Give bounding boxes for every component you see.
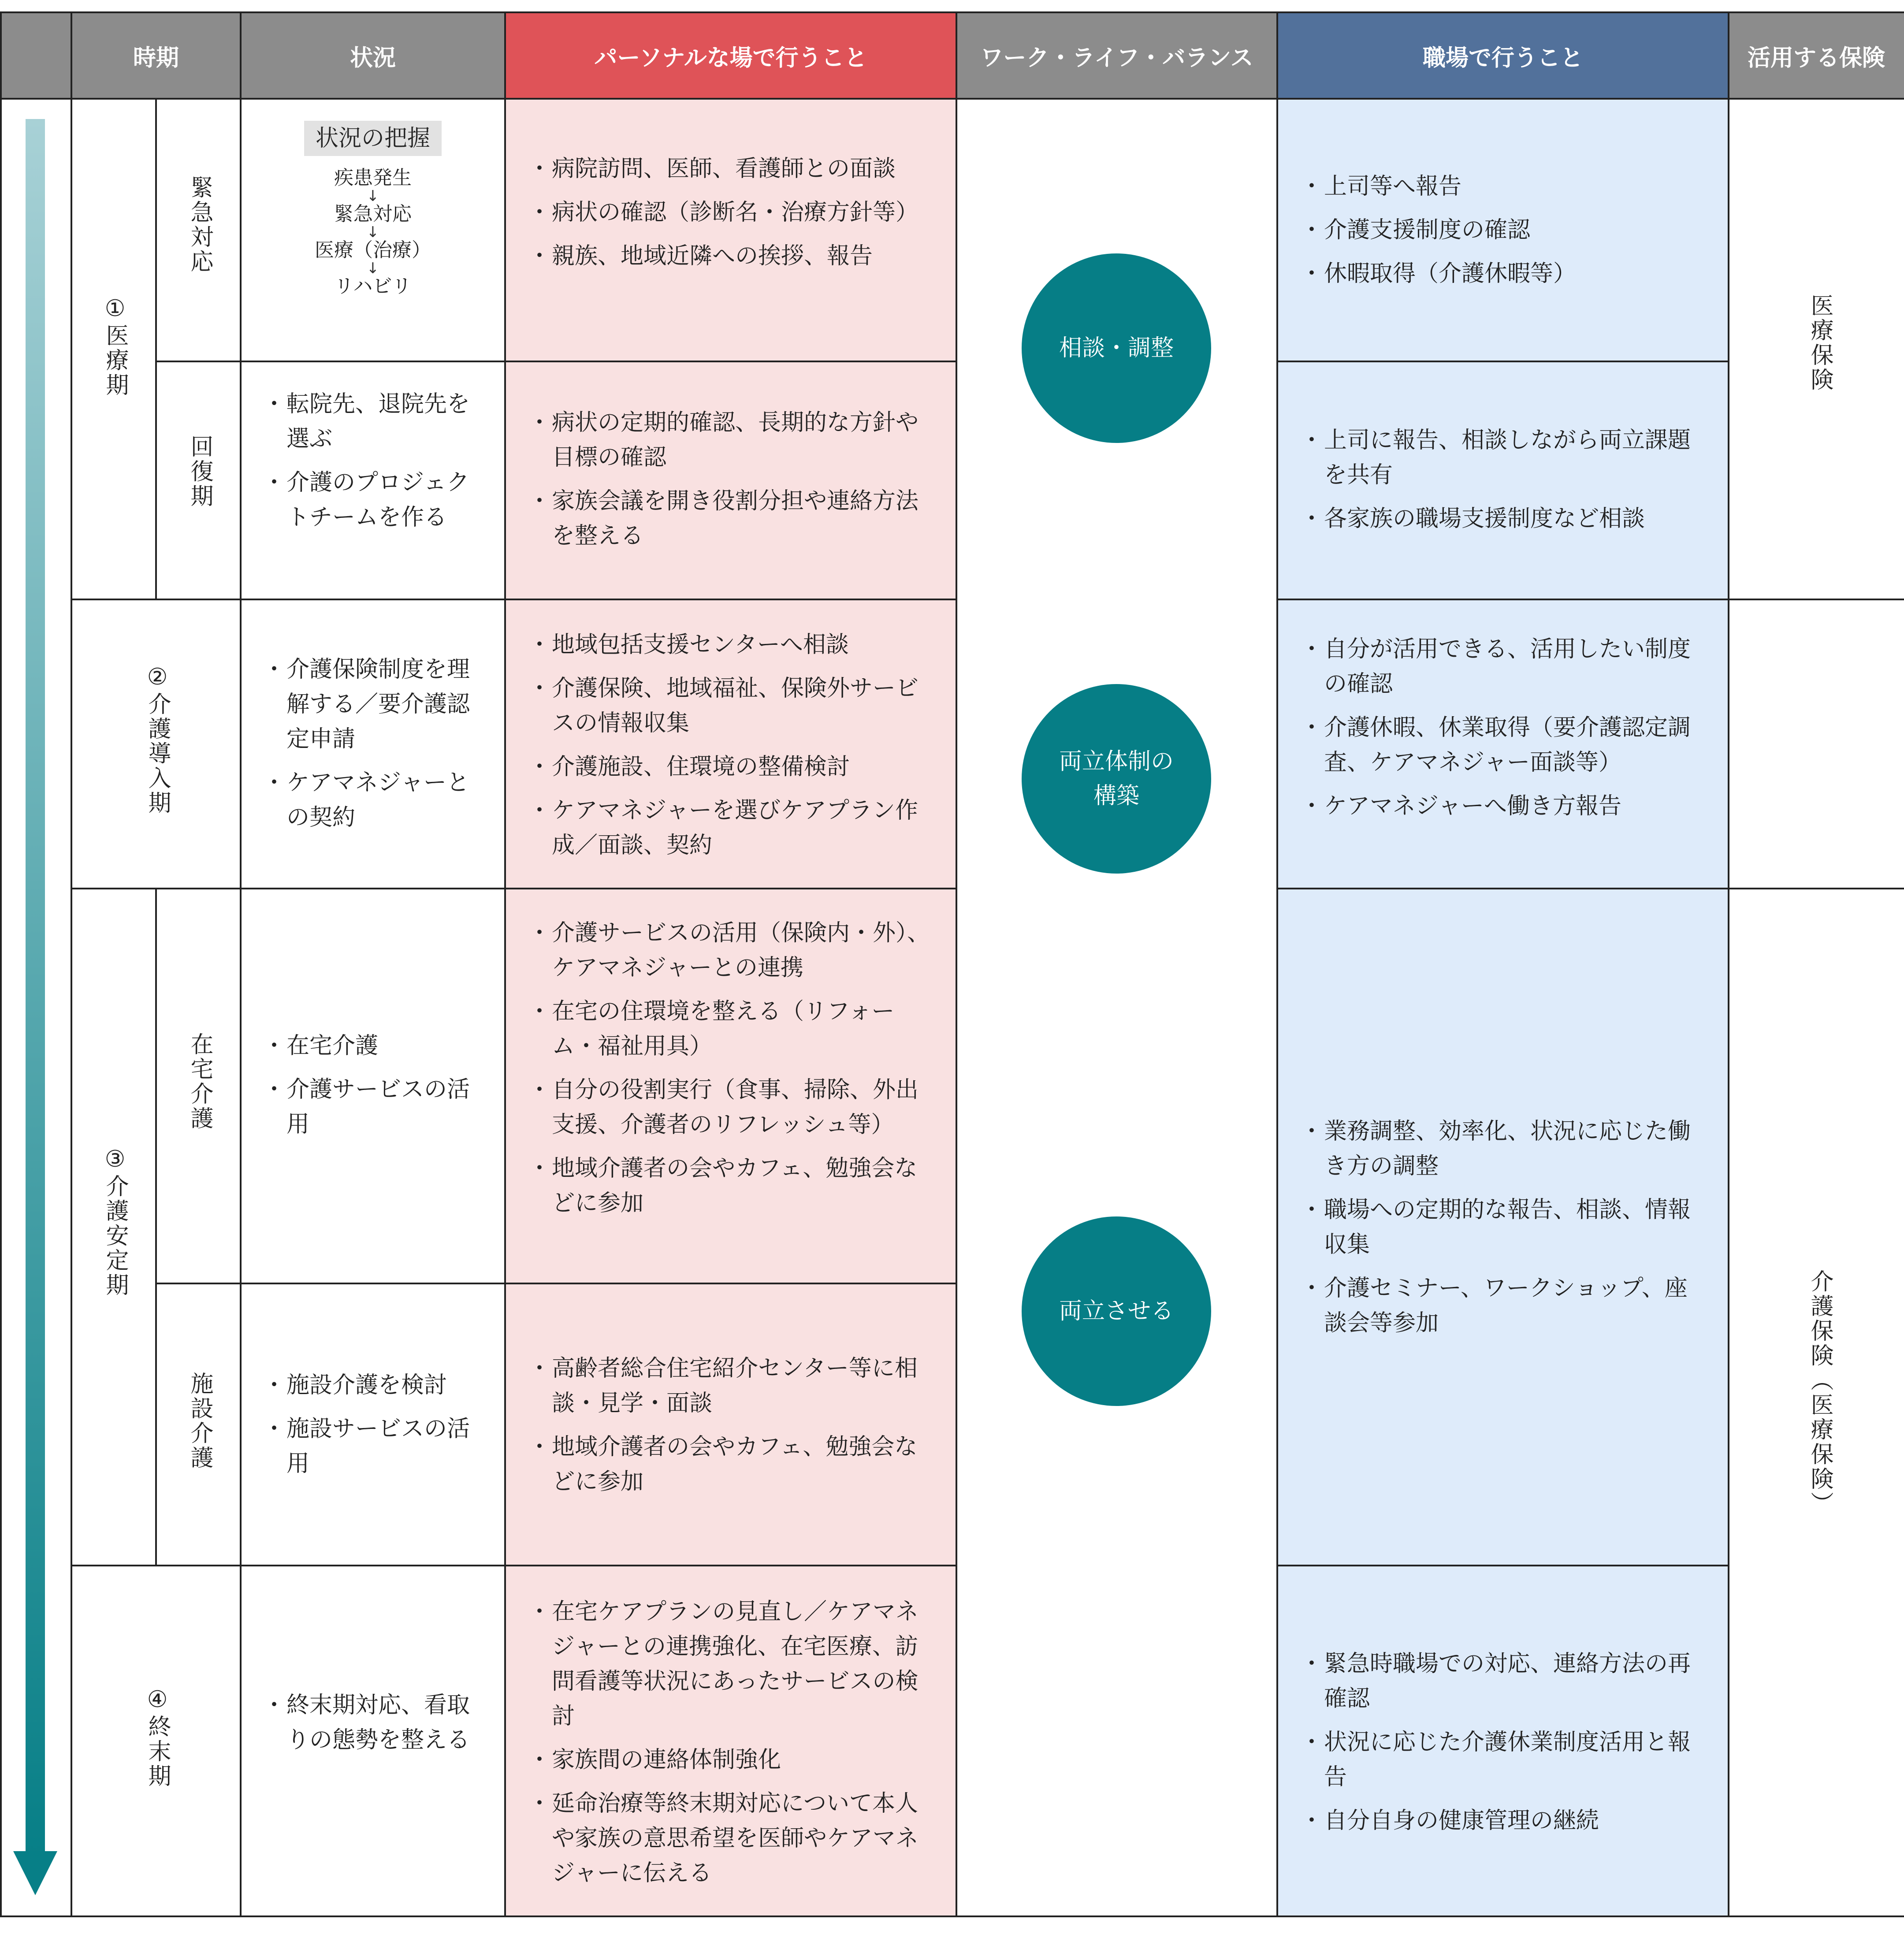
grid-line <box>1276 11 1278 1917</box>
timeline-arrow <box>13 119 57 1900</box>
list-item: ・ 介護保険制度を理解する／要介護認定申請 <box>269 652 476 757</box>
wlb-circle-consult <box>1022 253 1211 443</box>
grid-line <box>0 11 1904 13</box>
list-item: ・ 地域包括支援センターへ相談 <box>534 628 931 662</box>
situation-intro-list <box>269 652 476 844</box>
grid-line <box>504 11 506 1917</box>
list-item: ・ 家族会議を開き役割分担や連絡方法を整える <box>534 484 931 554</box>
period-medical: ①医療期 <box>102 295 128 398</box>
situation-recovery-list <box>269 387 476 544</box>
situation-home-list <box>269 1029 476 1151</box>
grid-line <box>71 888 956 889</box>
list-item: ・ 施設介護を検討 <box>269 1368 476 1403</box>
list-item: ・ 地域介護者の会やカフェ、勉強会などに参加 <box>534 1430 931 1499</box>
list-item: ・ 家族間の連絡体制強化 <box>534 1743 931 1778</box>
flow-step: リハビリ <box>334 275 412 298</box>
list-item: ・ 介護サービスの活用（保険内・外）、ケアマネジャーとの連携 <box>534 916 931 986</box>
list-item: ・ 病状の定期的確認、長期的な方針や目標の確認 <box>534 405 931 475</box>
list-item: ・ 施設サービスの活用 <box>269 1412 476 1481</box>
list-item: ・ 各家族の職場支援制度など相談 <box>1306 502 1703 536</box>
list-item: ・ 在宅の住環境を整える（リフォーム・福祉用具） <box>534 994 931 1064</box>
personal-emergency-list <box>534 152 931 283</box>
list-item: ・ 介護のプロジェクトチームを作る <box>269 465 476 535</box>
list-item: ・ 高齢者総合住宅紹介センター等に相談・見学・面談 <box>534 1351 931 1421</box>
list-item: ・ 自分が活用できる、活用したい制度の確認 <box>1306 632 1703 702</box>
list-item: ・ 介護保険、地域福祉、保険外サービスの情報収集 <box>534 671 931 741</box>
grid-line <box>71 11 72 1917</box>
list-item: ・ 自分自身の健康管理の継続 <box>1306 1804 1703 1838</box>
list-item: ・ 介護支援制度の確認 <box>1306 213 1703 248</box>
header-insurance: 活用する保険 <box>1729 12 1904 99</box>
grid-line <box>956 11 957 1917</box>
grid-line <box>71 599 956 600</box>
header-blank <box>0 12 71 99</box>
list-item: ・ 職場への定期的な報告、相談、情報収集 <box>1306 1193 1703 1262</box>
period-terminal: ④終末期 <box>144 1686 171 1789</box>
list-item: ・ 地域介護者の会やカフェ、勉強会などに参加 <box>534 1151 931 1221</box>
grid-line <box>0 11 2 1917</box>
header-wlb: ワーク・ライフ・バランス <box>956 12 1277 99</box>
workplace-terminal-list <box>1306 1647 1703 1847</box>
grid-line <box>1728 11 1729 1917</box>
list-item: ・ 延命治療等終末期対応について本人や家族の意思希望を医師やケアマネジャーに伝える <box>534 1786 931 1891</box>
list-item: ・ 転院先、退院先を選ぶ <box>269 387 476 457</box>
grid-line <box>155 99 157 599</box>
list-item: ・ 休暇取得（介護休暇等） <box>1306 257 1703 291</box>
flow-arrow-icon: ↓ <box>366 223 379 241</box>
personal-facility-list <box>534 1351 931 1508</box>
circle-label: 両立体制の構築 <box>1059 748 1174 809</box>
list-item: ・ 介護施設、住環境の整備検討 <box>534 750 931 785</box>
header-situation: 状況 <box>241 12 505 99</box>
insurance-medical: 医療保険 <box>1807 294 1833 392</box>
list-item: ・ 状況に応じた介護休業制度活用と報告 <box>1306 1725 1703 1795</box>
personal-home-list <box>534 916 931 1230</box>
period-recovery: 回復期 <box>186 435 213 509</box>
grid-line <box>0 1915 1904 1917</box>
personal-intro-list <box>534 628 931 872</box>
list-item: ・ 介護サービスの活用 <box>269 1072 476 1142</box>
period-facility: 施設介護 <box>186 1372 213 1470</box>
personal-recovery-list <box>534 405 931 562</box>
situation-facility-list <box>269 1368 476 1490</box>
situation-terminal-list <box>269 1688 476 1767</box>
circle-label: 相談・調整 <box>1059 335 1174 361</box>
list-item: ・ 上司に報告、相談しながら両立課題を共有 <box>1306 423 1703 493</box>
grid-line <box>1276 361 1729 362</box>
list-item: ・ 親族、地域近隣への挨拶、報告 <box>534 239 931 274</box>
circle-label: 両立させる <box>1059 1298 1174 1324</box>
workplace-intro-list <box>1306 632 1703 833</box>
list-item: ・ 介護休暇、休業取得（要介護認定調査、ケアマネジャー面談等） <box>1306 710 1703 780</box>
grid-line <box>155 889 157 1566</box>
grid-line <box>0 98 1904 100</box>
header-workplace: 職場で行うこと <box>1277 12 1729 99</box>
list-item: ・ 介護セミナー、ワークショップ、座談会等参加 <box>1306 1271 1703 1341</box>
period-stable: ③介護安定期 <box>102 1146 128 1298</box>
list-item: ・ 緊急時職場での対応、連絡方法の再確認 <box>1306 1647 1703 1716</box>
period-emergency: 緊急対応 <box>186 175 213 274</box>
grid-line <box>71 1565 956 1566</box>
list-item: ・ ケアマネジャーへ働き方報告 <box>1306 789 1703 824</box>
list-item: ・ 病状の確認（診断名・治療方針等） <box>534 195 931 230</box>
personal-terminal-list <box>534 1595 931 1900</box>
grid-line <box>155 1283 956 1284</box>
flow-arrow-icon: ↓ <box>366 260 379 277</box>
grid-line <box>155 361 956 362</box>
period-intro: ②介護導入期 <box>144 664 171 815</box>
list-item: ・ 病院訪問、医師、看護師との面談 <box>534 152 931 186</box>
header-personal: パーソナルな場で行うこと <box>505 12 956 99</box>
list-item: ・ ケアマネジャーとの契約 <box>269 766 476 835</box>
workplace-recovery-list <box>1306 423 1703 545</box>
flow-step: 医療（治療） <box>315 239 431 261</box>
list-item: ・ 上司等へ報告 <box>1306 169 1703 204</box>
situation-flow <box>242 121 504 298</box>
list-item: ・ 自分の役割実行（食事、掃除、外出支援、介護者のリフレッシュ等） <box>534 1073 931 1142</box>
header-period: 時期 <box>71 12 241 99</box>
workplace-emergency-list <box>1306 169 1703 300</box>
grid-line <box>1276 1565 1729 1566</box>
list-item: ・ 在宅ケアプランの見直し／ケアマネジャーとの連携強化、在宅医療、訪問看護等状況にあったサービスの検討 <box>534 1595 931 1734</box>
list-item: ・ 在宅介護 <box>269 1029 476 1064</box>
list-item: ・ 業務調整、効率化、状況に応じた働き方の調整 <box>1306 1114 1703 1184</box>
flow-title: 状況の把握 <box>304 121 442 156</box>
list-item: ・ ケアマネジャーを選びケアプラン作成／面談、契約 <box>534 793 931 863</box>
insurance-care: 介護保険（医療保険） <box>1807 1269 1833 1516</box>
flow-step: 緊急対応 <box>334 203 412 225</box>
grid-line <box>1276 888 1904 889</box>
wlb-circle-build <box>1022 684 1211 874</box>
list-item: ・ 終末期対応、看取りの態勢を整える <box>269 1688 476 1758</box>
period-home: 在宅介護 <box>186 1032 213 1131</box>
wlb-circle-balance <box>1022 1216 1211 1406</box>
grid-line <box>1276 599 1904 600</box>
flow-arrow-icon: ↓ <box>366 187 379 205</box>
flow-step: 疾患発生 <box>334 167 412 189</box>
workplace-column-bg <box>1277 99 1729 1916</box>
workplace-stable-list <box>1306 1114 1703 1350</box>
